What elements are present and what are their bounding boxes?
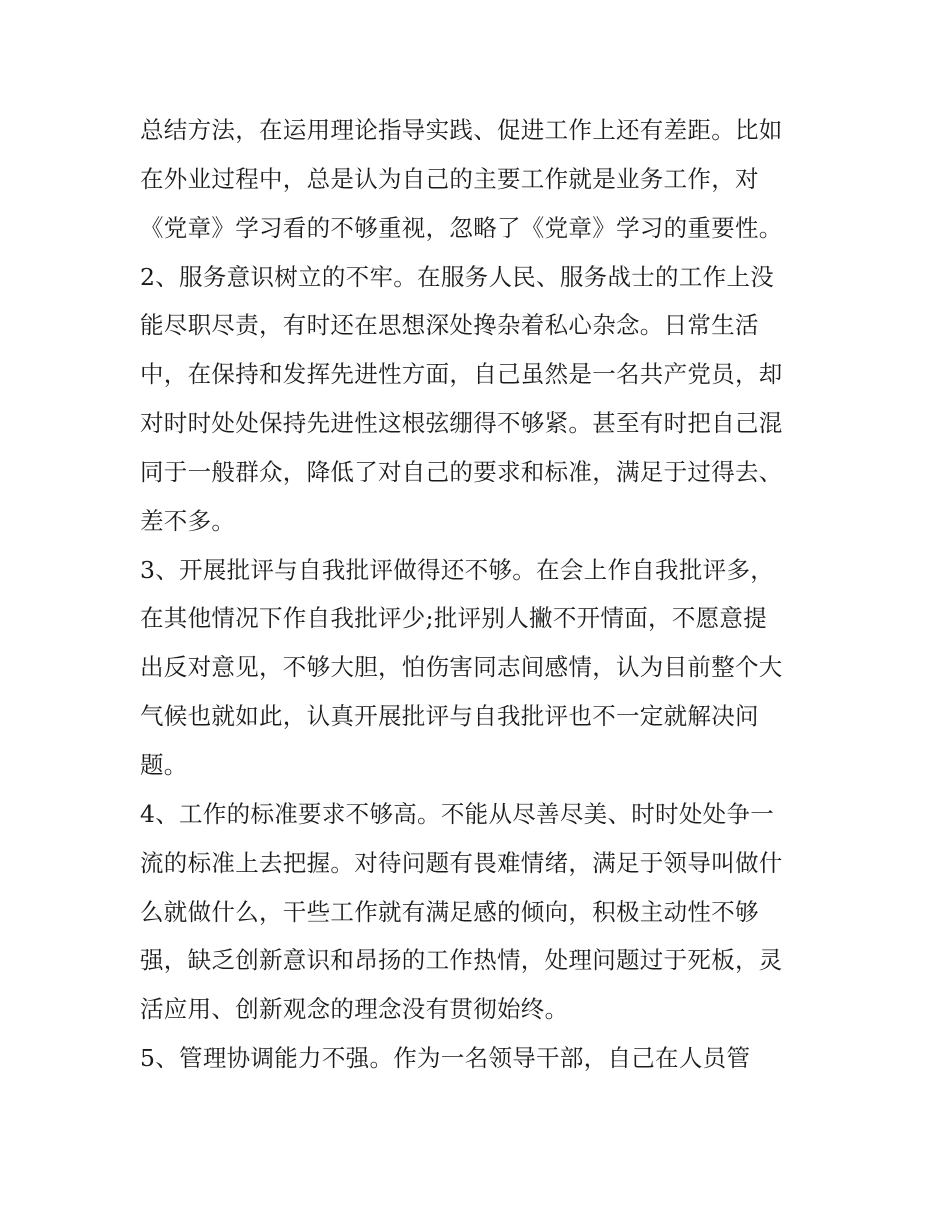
text-line: 在外业过程中，总是认为自己的主要工作就是业务工作，对 — [140, 164, 759, 193]
text-line: 总结方法，在运用理论指导实践、促进工作上还有差距。比如 — [140, 116, 783, 144]
text-line: 在其他情况下作自我批评少;批评别人撇不开情面，不愿意提 — [140, 604, 768, 633]
text-line: 4、工作的标准要求不够高。不能从尽善尽美、时时处处争一 — [140, 799, 775, 828]
document-body — [140, 106, 820, 1083]
text-line: 题。 — [140, 750, 188, 779]
text-line: 活应用、创新观念的理念没有贯彻始终。 — [140, 995, 569, 1024]
text-line: 2、服务意识树立的不牢。在服务人民、服务战士的工作上没 — [140, 262, 775, 291]
text-line: 出反对意见，不够大胆，怕伤害同志间感情，认为目前整个大 — [140, 653, 783, 682]
text-line: 气候也就如此，认真开展批评与自我批评也不一定就解决问 — [140, 702, 759, 731]
text-line: 同于一般群众，降低了对自己的要求和标准，满足于过得去、 — [140, 457, 783, 486]
text-line: 5、管理协调能力不强。作为一名领导干部，自己在人员管 — [140, 1044, 751, 1073]
text-line: 么就做什么，干些工作就有满足感的倾向，积极主动性不够 — [140, 897, 759, 926]
text-line: 《党章》学习看的不够重视，忽略了《党章》学习的重要性。 — [140, 213, 783, 242]
text-line: 强，缺乏创新意识和昂扬的工作热情，处理问题过于死板，灵 — [140, 946, 783, 975]
text-line: 差不多。 — [140, 506, 236, 535]
text-line: 中，在保持和发挥先进性方面，自己虽然是一名共产党员，却 — [140, 360, 783, 389]
text-line: 对时时处处保持先进性这根弦绷得不够紧。甚至有时把自己混 — [140, 409, 783, 438]
text-line: 能尽职尽责，有时还在思想深处搀杂着私心杂念。日常生活 — [140, 311, 759, 340]
text-line: 3、开展批评与自我批评做得还不够。在会上作自我批评多， — [140, 555, 775, 584]
text-line: 流的标准上去把握。对待问题有畏难情绪，满足于领导叫做什 — [140, 848, 783, 877]
